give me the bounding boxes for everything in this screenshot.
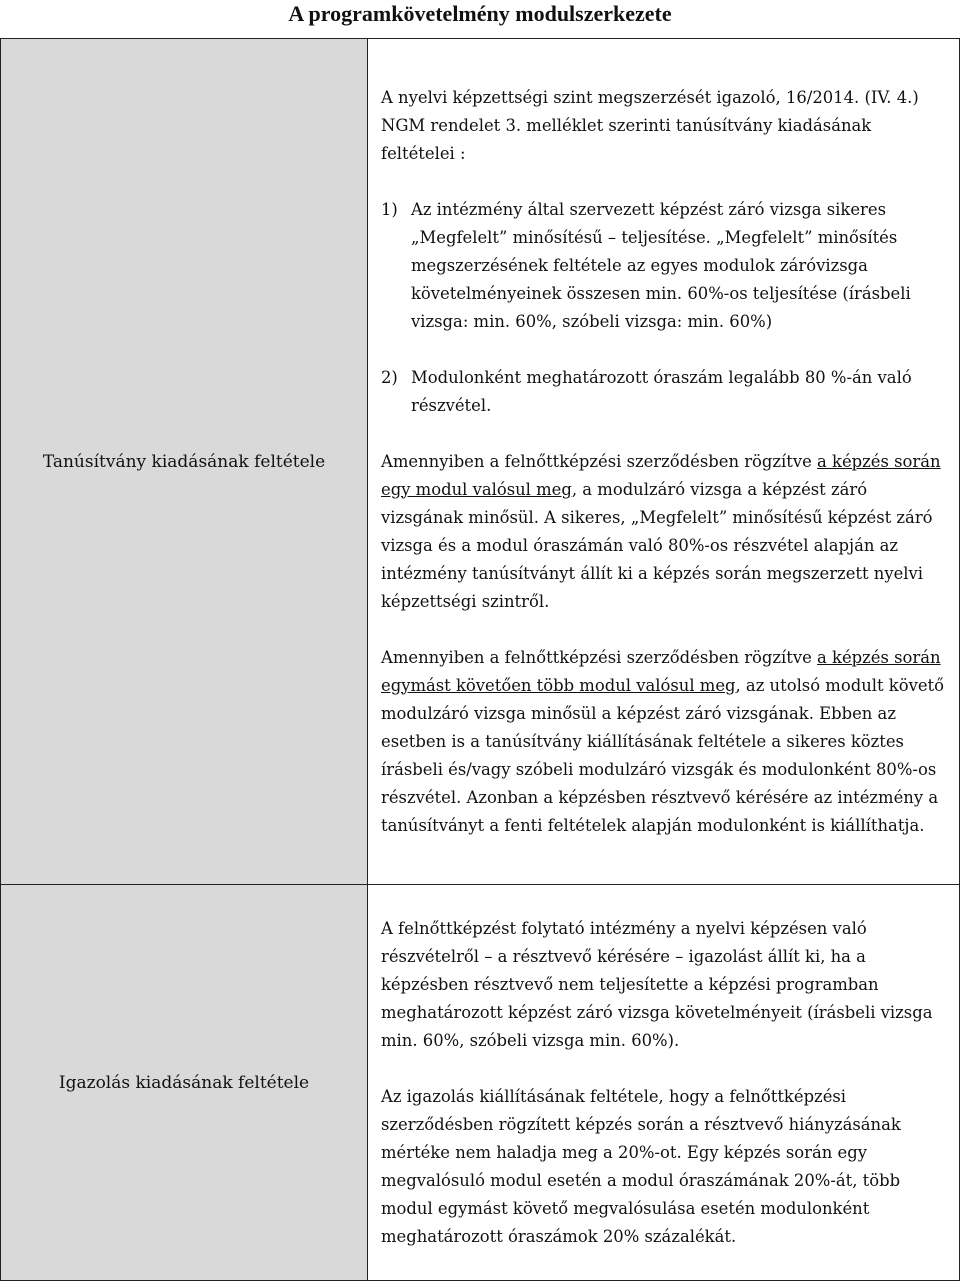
list-text: Modulonként meghatározott óraszám legalább 80 %-án való részvétel. bbox=[411, 367, 912, 415]
paragraph-text: , az utolsó modult követő modulzáró vizsga minősül a képzést záró vizsgának. Ebben az esetben is a tanúsítvány kiállításának feltétele a sikeres köztes írásbeli és/vagy szóbeli modulzáró vizsgák és modulonként 80%-os részvétel. Azonban a képzésben résztvevő kérésére az intézmény a tanúsítványt a fenti feltételek alapján modulonként is kiállíthatja. bbox=[381, 675, 945, 835]
multi-module-paragraph bbox=[381, 644, 945, 840]
list-item bbox=[381, 196, 945, 336]
certificate-paragraph: A felnőttképzést folytató intézmény a nyelvi képzésen való részvételről – a résztvevő kérésére – igazolást állít ki, ha a képzésben résztvevő nem teljesítette a képzési programban meghatározott képzést záró vizsga követelményeit (írásbeli vizsga min. 60%, szóbeli vizsga min. 60%). bbox=[381, 918, 933, 1050]
underlined-text: a képzés során egymást követően több modul valósul meg bbox=[381, 647, 941, 695]
row-content-cell bbox=[368, 39, 960, 885]
row-content-cell bbox=[368, 885, 960, 1281]
paragraph-text: Amennyiben a felnőttképzési szerződésben rögzítve bbox=[381, 647, 818, 667]
paragraph-text: , a modulzáró vizsga a képzést záró vizsgának minősül. A sikeres, „Megfelelt” minősítésű képzést záró vizsga és a modul óraszámán való 80%-os részvétel alapján az intézmény tanúsítványt állít ki a képzés során megszerzett nyelvi képzettségi szintről. bbox=[381, 479, 933, 611]
table-row bbox=[1, 39, 960, 885]
underlined-text: a képzés során egy modul valósul meg bbox=[381, 451, 941, 499]
row-label: Igazolás kiadásának feltétele bbox=[58, 1072, 310, 1093]
attendance-paragraph: Az igazolás kiállításának feltétele, hogy a felnőttképzési szerződésben rögzített képzés során a résztvevő hiányzásának mértéke nem haladja meg a 20%-ot. Egy képzés során egy megvalósuló modul esetén a modul óraszámának 20%-át, több modul egymást követő megvalósulása esetén modulonként meghatározott óraszámok 20% százalékát. bbox=[381, 1086, 901, 1246]
module-structure-table bbox=[0, 38, 960, 1281]
list-number: 1) bbox=[381, 199, 398, 219]
paragraph-text: Amennyiben a felnőttképzési szerződésben rögzítve bbox=[381, 451, 818, 471]
row-label-cell bbox=[1, 39, 368, 885]
intro-paragraph: A nyelvi képzettségi szint megszerzését igazoló, 16/2014. (IV. 4.) NGM rendelet 3. melléklet szerinti tanúsítvány kiadásának feltételei : bbox=[381, 87, 919, 163]
single-module-paragraph bbox=[381, 448, 945, 616]
row-label-cell bbox=[1, 885, 368, 1281]
page-title: A programkövetelmény modulszerkezete bbox=[288, 1, 672, 26]
list-text: Az intézmény által szervezett képzést záró vizsga sikeres „Megfelelt” minősítésű – teljesítése. „Megfelelt” minősítés megszerzésének feltétele az egyes modulok záróvizsga követelményeinek összesen min. 60%-os teljesítése (írásbeli vizsga: min. 60%, szóbeli vizsga: min. 60%) bbox=[411, 199, 911, 331]
row-label: Tanúsítvány kiadásának feltétele bbox=[42, 451, 326, 472]
list-number: 2) bbox=[381, 367, 398, 387]
table-row bbox=[1, 885, 960, 1281]
list-item bbox=[381, 364, 945, 420]
